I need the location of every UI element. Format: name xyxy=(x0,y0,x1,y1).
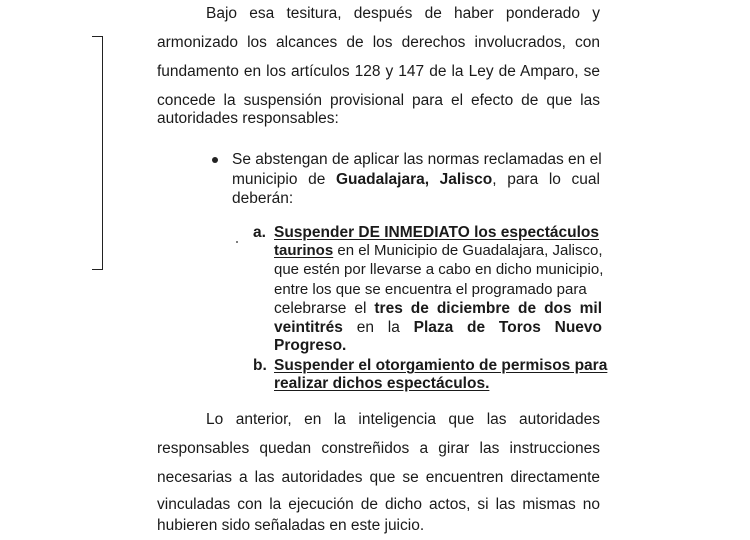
item-a-line2 xyxy=(274,241,602,261)
bullet-line2 xyxy=(232,170,600,190)
item-b-line1: Suspender el otorgamiento de permisos para xyxy=(274,357,608,374)
item-a-line5 xyxy=(274,299,602,319)
item-a-line5-pre: celebrarse el xyxy=(274,300,375,317)
item-a-marker: a. xyxy=(253,224,266,241)
bullet-line2-bold: Guadalajara, Jalisco xyxy=(336,171,493,188)
item-a-line6-bold2: Plaza de Toros Nuevo xyxy=(413,319,602,336)
paragraph2-line1: Lo anterior, en la inteligencia que las autoridades xyxy=(206,411,600,428)
item-a-line4: entre los que se encuentra el programado para xyxy=(274,281,587,298)
item-b-marker: b. xyxy=(253,357,267,374)
margin-bracket xyxy=(92,36,103,270)
paragraph1-line2: armonizado los alcances de los derechos involucrados, con xyxy=(157,34,600,51)
item-b-line2: realizar dichos espectáculos. xyxy=(274,375,490,392)
bullet-line3: deberán: xyxy=(232,190,294,207)
paragraph1-line1: Bajo esa tesitura, después de haber ponderado y xyxy=(206,5,600,22)
paragraph2-line2: responsables quedan constreñidos a girar las instrucciones xyxy=(157,440,600,457)
paragraph2-line3: necesarias a las autoridades que se encuentren directamente xyxy=(157,469,600,486)
item-a-line6-bold1: veintitrés xyxy=(274,319,343,336)
paragraph1-line3: fundamento en los artículos 128 y 147 de la Ley de Amparo, se xyxy=(157,63,600,80)
item-a-line7: Progreso. xyxy=(274,337,347,354)
item-a-line6 xyxy=(274,318,602,338)
paragraph2-line5: hubieren sido señaladas en este juicio. xyxy=(157,517,425,534)
item-a-line2-post: en el Municipio de Guadalajara, Jalisco, xyxy=(333,242,603,259)
bullet-marker xyxy=(212,157,218,163)
paragraph1-line4: concede la suspensión provisional para el efecto de que las xyxy=(157,92,600,109)
bullet-line2-post: , para lo cual xyxy=(492,171,600,188)
item-a-line5-bold: tres de diciembre de dos mil xyxy=(374,300,602,317)
item-a-line1: Suspender DE INMEDIATO los espectáculos xyxy=(274,224,600,241)
paragraph1-line5: autoridades responsables: xyxy=(157,110,339,127)
bullet-line2-pre: municipio de xyxy=(232,171,336,188)
speck-mark xyxy=(236,241,238,243)
paragraph2-line4: vinculadas con la ejecución de dicho actos, si las mismas no xyxy=(157,496,600,513)
item-a-line2-bold: taurinos xyxy=(274,242,334,259)
bullet-line1: Se abstengan de aplicar las normas reclamadas en el xyxy=(232,151,602,168)
item-a-line3: que estén por llevarse a cabo en dicho municipio, xyxy=(274,261,604,278)
item-a-line6-mid: en la xyxy=(342,319,414,336)
